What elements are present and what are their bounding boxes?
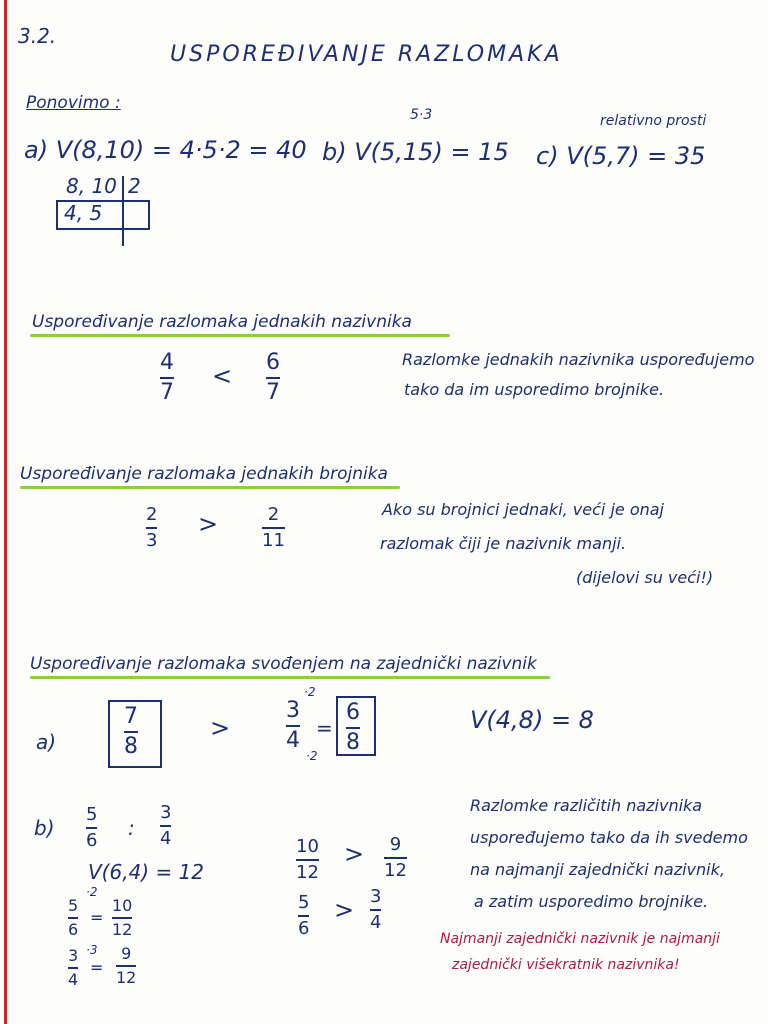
section3-rule-line2: uspoređujemo tako da ih svedemo	[470, 828, 748, 847]
section2-rule-line1: Ako su brojnici jednaki, veći je onaj	[382, 500, 664, 519]
page-title: USPOREĐIVANJE RAZLOMAKA	[170, 42, 563, 67]
exercise-number: 3.2.	[18, 24, 57, 48]
section3-a-mult-top: ·2	[304, 685, 316, 699]
division-table-row2: 4, 5	[64, 201, 103, 225]
numerator: 3	[370, 886, 382, 907]
numerator: 5	[68, 896, 79, 915]
section3-b-r1-mult: ·2	[86, 885, 98, 899]
section3-a-sign: >	[210, 714, 231, 742]
section1-underline	[30, 334, 450, 337]
section3-b-r2-mult: ·3	[86, 943, 98, 957]
section3-b-r2-result	[116, 946, 136, 986]
numerator: 3	[286, 698, 300, 723]
section3-a-equals: =	[316, 716, 333, 740]
section3-b-label: b)	[34, 816, 55, 840]
section3-a-fraction-2	[286, 700, 300, 752]
section3-b-cmp1-sign: >	[344, 840, 365, 868]
numerator: 3	[68, 946, 79, 965]
section3-b-r1-equals: =	[90, 908, 104, 927]
section2-rule-line2: razlomak čiji je nazivnik manji.	[380, 534, 627, 553]
numerator: 10	[112, 896, 133, 915]
section2-rule-note: (dijelovi su veći!)	[576, 568, 714, 587]
section3-b-lcm: V(6,4) = 12	[88, 860, 205, 884]
numerator: 4	[160, 350, 174, 375]
section2-fraction-2	[262, 506, 285, 550]
section3-b-cmp2-right	[370, 888, 381, 932]
section3-b-separator: :	[128, 816, 135, 840]
denominator: 7	[266, 380, 280, 405]
section2-underline	[20, 486, 400, 489]
denominator: 12	[384, 860, 407, 881]
section3-a-fraction-3	[346, 702, 360, 754]
numerator: 5	[298, 892, 310, 913]
section1-heading: Uspoređivanje razlomaka jednakih nazivnika	[32, 312, 412, 332]
section2-fraction-1	[146, 506, 157, 550]
section3-b-cmp2-sign: >	[334, 896, 355, 924]
review-heading: Ponovimo :	[26, 93, 121, 113]
section1-sign: <	[212, 362, 233, 390]
denominator: 6	[68, 920, 79, 939]
margin-line	[4, 0, 7, 1024]
lcm-example-a: a) V(8,10) = 4·5·2 = 40	[24, 136, 307, 164]
section3-b-r2-fraction	[68, 948, 78, 988]
numerator: 9	[121, 944, 132, 963]
division-table-divider	[122, 176, 124, 246]
denominator: 6	[86, 830, 98, 851]
denominator: 4	[286, 728, 300, 753]
denominator: 11	[262, 530, 285, 551]
section3-a-label: a)	[36, 730, 57, 754]
section3-rule-line3: na najmanji zajednički nazivnik,	[470, 860, 725, 879]
section3-b-fraction-2	[160, 804, 171, 848]
lcm-example-b: b) V(5,15) = 15	[322, 138, 509, 166]
section3-b-cmp2-left	[298, 894, 309, 938]
denominator: 6	[298, 918, 310, 939]
denominator: 8	[346, 730, 360, 755]
numerator: 7	[124, 704, 138, 729]
section3-underline	[30, 676, 550, 679]
numerator: 10	[296, 836, 319, 857]
denominator: 4	[370, 912, 382, 933]
denominator: 8	[124, 734, 138, 759]
section1-rule-line2: tako da im usporedimo brojnike.	[404, 380, 665, 399]
section3-note-line1: Najmanji zajednički nazivnik je najmanji	[440, 931, 720, 947]
numerator: 6	[346, 700, 360, 725]
lcm-example-c: c) V(5,7) = 35	[536, 142, 706, 170]
denominator: 3	[146, 530, 158, 551]
numerator: 3	[160, 802, 172, 823]
division-table-row1: 8, 10	[66, 174, 117, 198]
section1-fraction-1	[160, 352, 174, 404]
denominator: 4	[160, 828, 172, 849]
section3-b-r2-equals: =	[90, 958, 104, 977]
lcm-example-b-note: 5·3	[410, 107, 433, 123]
section1-fraction-2	[266, 352, 280, 404]
denominator: 4	[68, 970, 79, 989]
section3-b-r1-fraction	[68, 898, 78, 938]
section3-heading: Uspoređivanje razlomaka svođenjem na zajednički nazivnik	[30, 654, 537, 674]
section1-rule-line1: Razlomke jednakih nazivnika uspoređujemo	[402, 350, 755, 369]
numerator: 9	[389, 834, 402, 855]
numerator: 5	[86, 804, 98, 825]
section3-rule-line1: Razlomke različitih nazivnika	[470, 796, 703, 815]
section3-a-mult-bottom: ·2	[306, 749, 318, 763]
section3-b-cmp1-left	[296, 838, 319, 882]
section2-heading: Uspoređivanje razlomaka jednakih brojnika	[20, 464, 388, 484]
denominator: 7	[160, 380, 174, 405]
division-table-divisor: 2	[128, 174, 141, 198]
numerator: 6	[266, 350, 280, 375]
section3-b-cmp1-right	[384, 836, 407, 880]
section3-note-line2: zajednički višekratnik nazivnika!	[452, 957, 680, 973]
section3-a-fraction-1	[124, 706, 138, 758]
denominator: 12	[296, 862, 319, 883]
numerator: 2	[267, 504, 280, 525]
numerator: 2	[146, 504, 158, 525]
denominator: 12	[112, 920, 133, 939]
section3-b-r1-result	[112, 898, 132, 938]
lcm-example-c-note: relativno prosti	[600, 113, 707, 129]
section3-b-fraction-1	[86, 806, 97, 850]
denominator: 12	[116, 968, 137, 987]
section2-sign: >	[198, 510, 219, 538]
section3-a-lcm: V(4,8) = 8	[470, 706, 594, 734]
section3-rule-line4: a zatim usporedimo brojnike.	[474, 892, 709, 911]
